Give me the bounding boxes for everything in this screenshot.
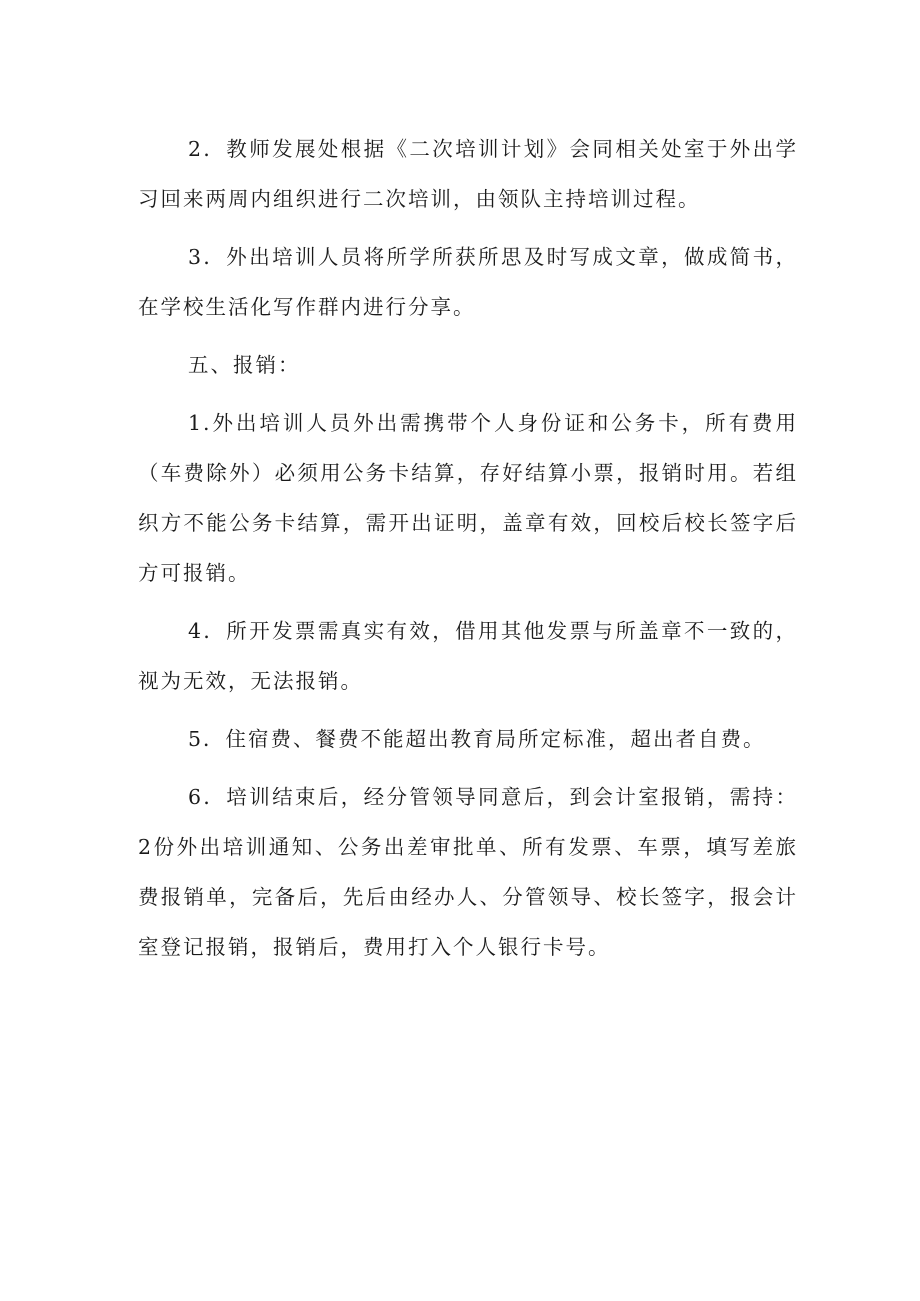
paragraph-reimbursement-1: 1.外出培训人员外出需携带个人身份证和公务卡，所有费用（车费除外）必须用公务卡结算，存好结算小票，报销时用。若组织方不能公务卡结算，需开出证明，盖章有效，回校后校长签字后方可报销。 — [138, 411, 798, 585]
paragraph-reimbursement-5: 5．住宿费、餐费不能超出教育局所定标准，超出者自费。 — [188, 727, 766, 751]
paragraph-item-3: 3．外出培训人员将所学所获所思及时写成文章，做成简书，在学校生活化写作群内进行分享。 — [138, 245, 798, 319]
section-heading-reimbursement: 五、报销： — [188, 353, 301, 377]
document-body — [138, 124, 798, 980]
paragraph-reimbursement-6: 6．培训结束后，经分管领导同意后，到会计室报销，需持：2份外出培训通知、公务出差审批单、所有发票、车票，填写差旅费报销单，完备后，先后由经办人、分管领导、校长签字，报会计室登记报销，报销后，费用打入个人银行卡号。 — [138, 785, 798, 959]
paragraph-item-2: 2．教师发展处根据《二次培训计划》会同相关处室于外出学习回来两周内组织进行二次培训，由领队主持培训过程。 — [138, 137, 798, 211]
paragraph-reimbursement-4: 4．所开发票需真实有效，借用其他发票与所盖章不一致的，视为无效，无法报销。 — [138, 619, 798, 693]
